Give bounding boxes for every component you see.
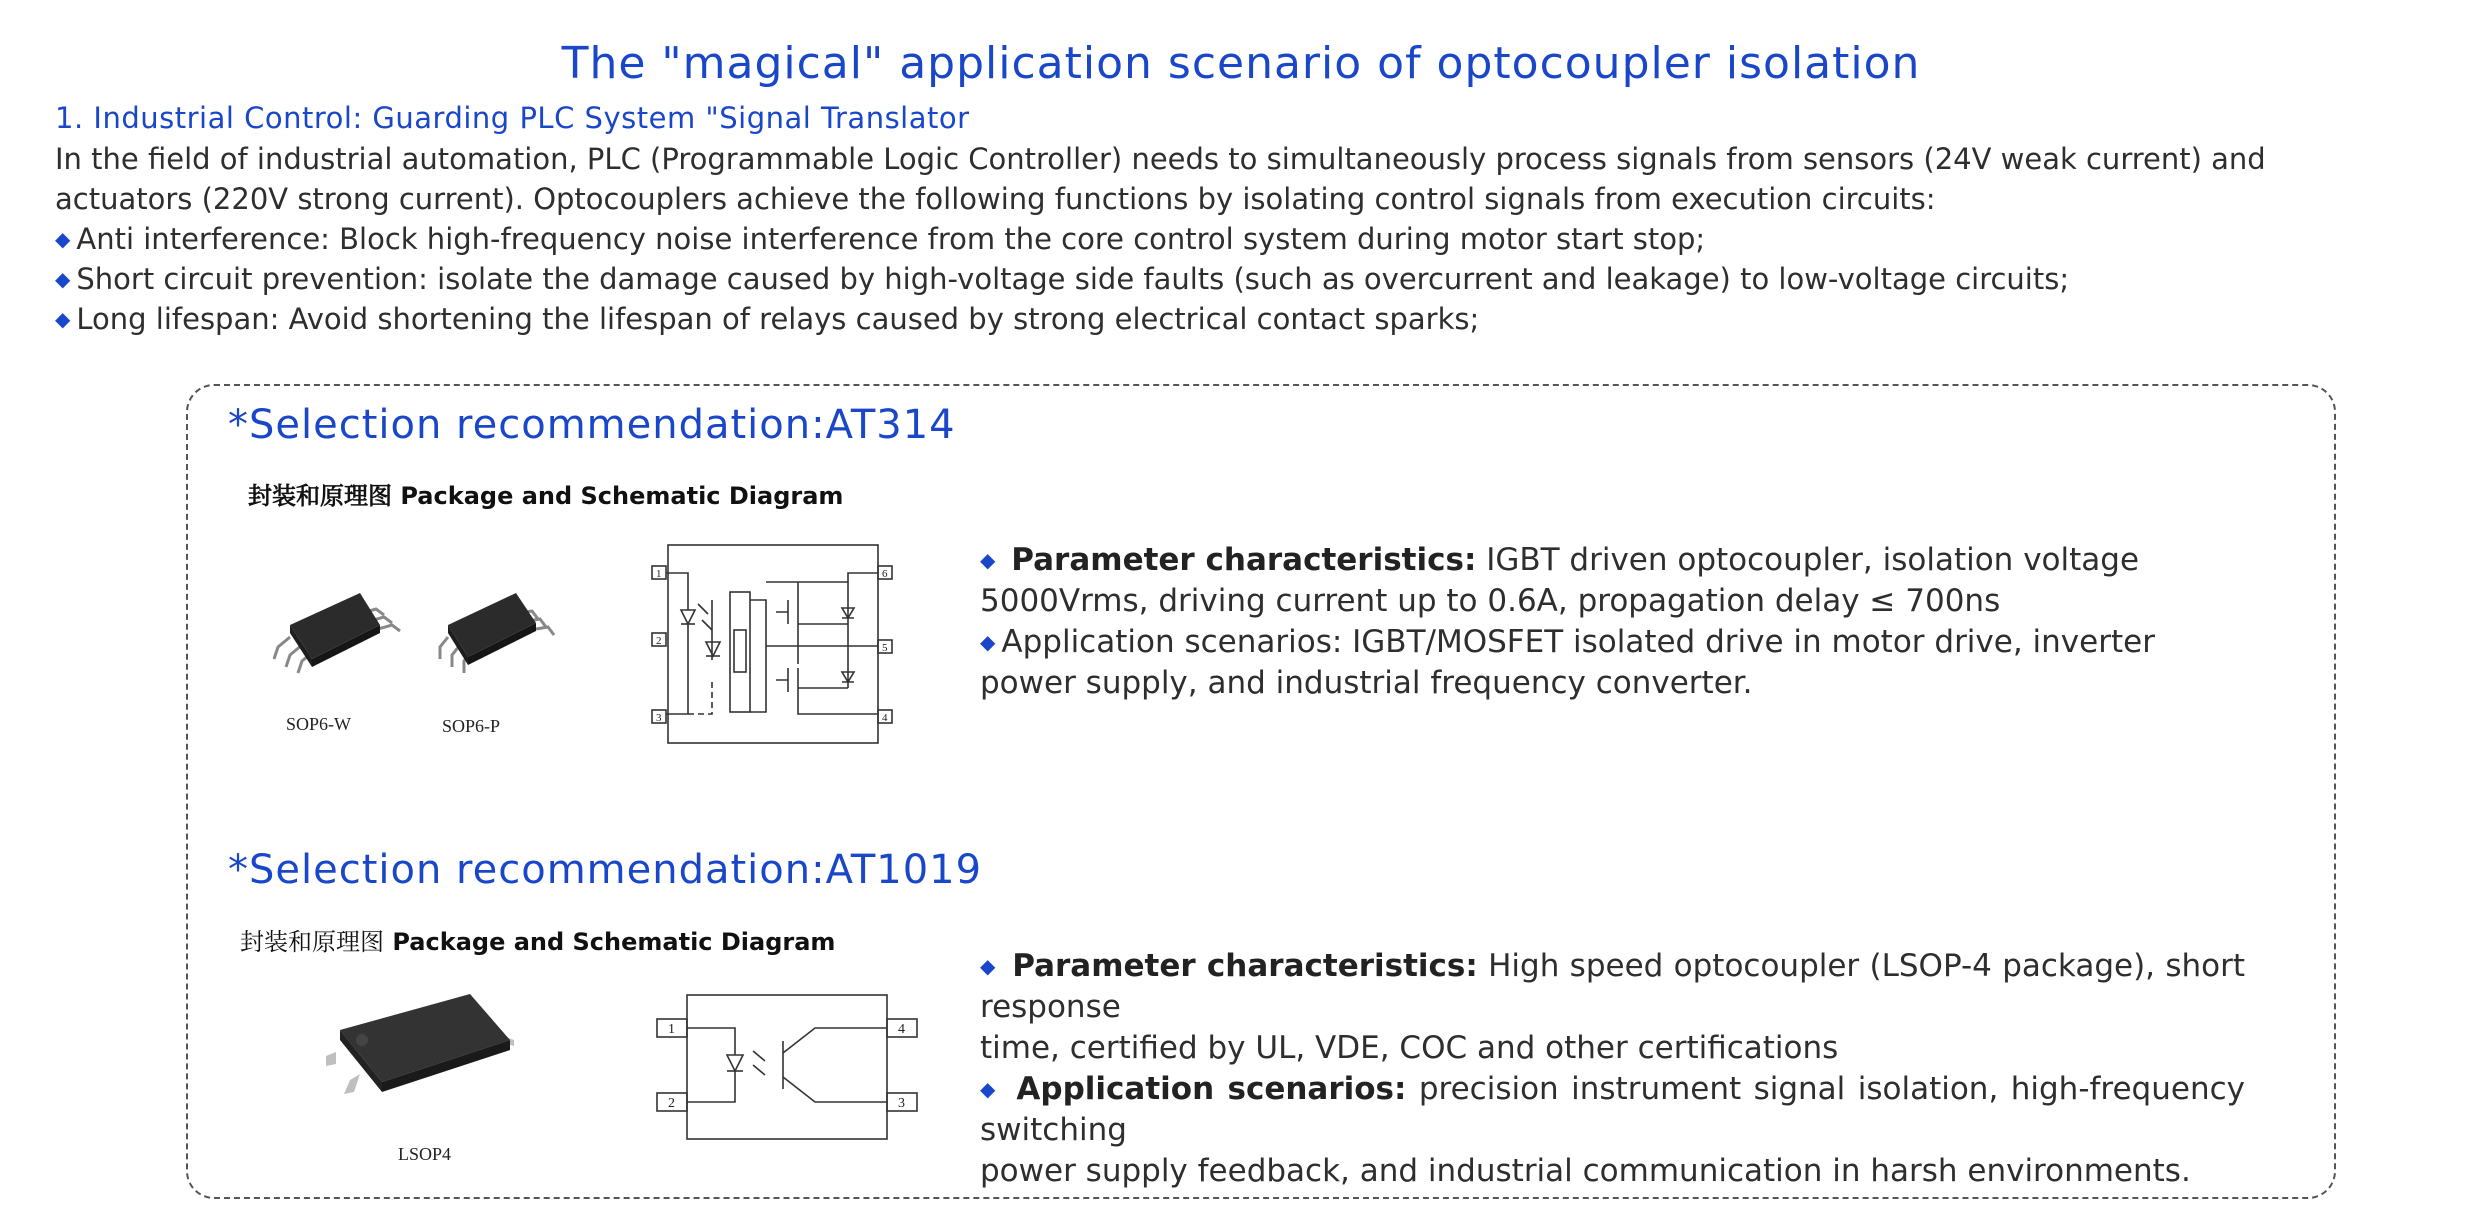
rec2-param-line bbox=[980, 946, 2245, 1028]
lsop4-chip-image bbox=[320, 990, 550, 1100]
sop6-p-chip-image bbox=[428, 585, 558, 675]
rec2-param-line-2: time, certified by UL, VDE, COC and other certifications bbox=[980, 1030, 1839, 1066]
bullet-item bbox=[55, 259, 2435, 299]
diamond-icon: ◆ bbox=[980, 1077, 998, 1101]
bullet-text: Long lifespan: Avoid shortening the lifespan of relays caused by strong electrical contact sparks; bbox=[76, 302, 1480, 336]
bullet-text: Anti interference: Block high-frequency noise interference from the core control system during motor start stop; bbox=[76, 222, 1706, 256]
diamond-icon: ◆ bbox=[55, 227, 71, 251]
intro-line-1: In the field of industrial automation, PLC (Programmable Logic Controller) needs to simultaneously process signals from sensors (24V weak current) and bbox=[55, 142, 2266, 176]
at314-schematic-diagram bbox=[648, 542, 898, 747]
pin-label: 1 bbox=[668, 1022, 675, 1037]
rec2-package-title bbox=[240, 922, 835, 957]
rec2-param-text: High speed optocoupler (LSOP-4 package), short response bbox=[980, 948, 2246, 1025]
bullet-item bbox=[55, 299, 2435, 339]
rec1-app-line-2: power supply, and industrial frequency converter. bbox=[980, 665, 1753, 701]
diamond-icon: ◆ bbox=[55, 307, 71, 331]
pin-label: 5 bbox=[882, 642, 888, 654]
rec2-param-label: Parameter characteristics: bbox=[1012, 948, 1478, 984]
pin-label: 3 bbox=[898, 1096, 905, 1111]
rec1-package-title bbox=[248, 476, 843, 511]
intro-line-2: actuators (220V strong current). Optocouplers achieve the following functions by isolating control signals from execution circuits: bbox=[55, 182, 1936, 216]
bullet-text: Short circuit prevention: isolate the damage caused by high-voltage side faults (such as overcurrent and leakage) to low-voltage circuits; bbox=[76, 262, 2070, 296]
diamond-icon: ◆ bbox=[980, 630, 996, 654]
rec2-title: *Selection recommendation:AT1019 bbox=[228, 847, 983, 893]
section-heading: 1. Industrial Control: Guarding PLC System "Signal Translator bbox=[55, 101, 970, 135]
pin-label: 3 bbox=[656, 712, 662, 724]
pin-label: 4 bbox=[898, 1022, 905, 1037]
rec1-param-line-2: 5000Vrms, driving current up to 0.6A, propagation delay ≤ 700ns bbox=[980, 583, 2001, 619]
sop6-p-caption: SOP6-P bbox=[442, 716, 501, 736]
intro-paragraph bbox=[55, 139, 2435, 339]
page-title: The "magical" application scenario of optocoupler isolation bbox=[561, 38, 1921, 89]
pin-label: 2 bbox=[668, 1096, 675, 1111]
pin-label: 4 bbox=[882, 712, 888, 724]
rec1-title: *Selection recommendation:AT314 bbox=[228, 402, 956, 448]
rec1-app-text: Application scenarios: IGBT/MOSFET isolated drive in motor drive, inverter bbox=[1001, 624, 2155, 660]
rec1-param-text: IGBT driven optocoupler, isolation voltage bbox=[1476, 542, 2140, 578]
rec1-package-cn: 封装和原理图 bbox=[248, 482, 392, 510]
at1019-schematic-diagram bbox=[655, 993, 920, 1143]
rec1-param-label: Parameter characteristics: bbox=[1011, 542, 1477, 578]
rec2-parameters bbox=[980, 946, 2245, 1192]
rec2-app-label: Application scenarios: bbox=[1016, 1071, 1407, 1107]
rec1-parameters bbox=[980, 540, 2245, 704]
pin-label: 1 bbox=[656, 568, 662, 580]
rec2-app-line-2: power supply feedback, and industrial communication in harsh environments. bbox=[980, 1153, 2191, 1189]
rec2-app-line bbox=[980, 1069, 2245, 1151]
rec1-package-en: Package and Schematic Diagram bbox=[400, 482, 844, 510]
sop6-w-chip-image bbox=[270, 585, 400, 675]
diamond-icon: ◆ bbox=[980, 954, 996, 978]
rec2-package-cn: 封装和原理图 bbox=[240, 928, 384, 956]
pin-label: 2 bbox=[656, 635, 662, 647]
sop6-w-caption: SOP6-W bbox=[286, 714, 352, 734]
pin-label: 6 bbox=[882, 568, 888, 580]
rec1-param-line bbox=[980, 540, 2245, 581]
diamond-icon: ◆ bbox=[980, 548, 996, 572]
lsop4-caption: LSOP4 bbox=[398, 1144, 452, 1164]
rec2-package-en: Package and Schematic Diagram bbox=[392, 928, 836, 956]
diamond-icon: ◆ bbox=[55, 267, 71, 291]
bullet-item bbox=[55, 219, 2435, 259]
rec1-app-line bbox=[980, 622, 2245, 663]
rec2-app-text: precision instrument signal isolation, high-frequency switching bbox=[980, 1071, 2245, 1148]
